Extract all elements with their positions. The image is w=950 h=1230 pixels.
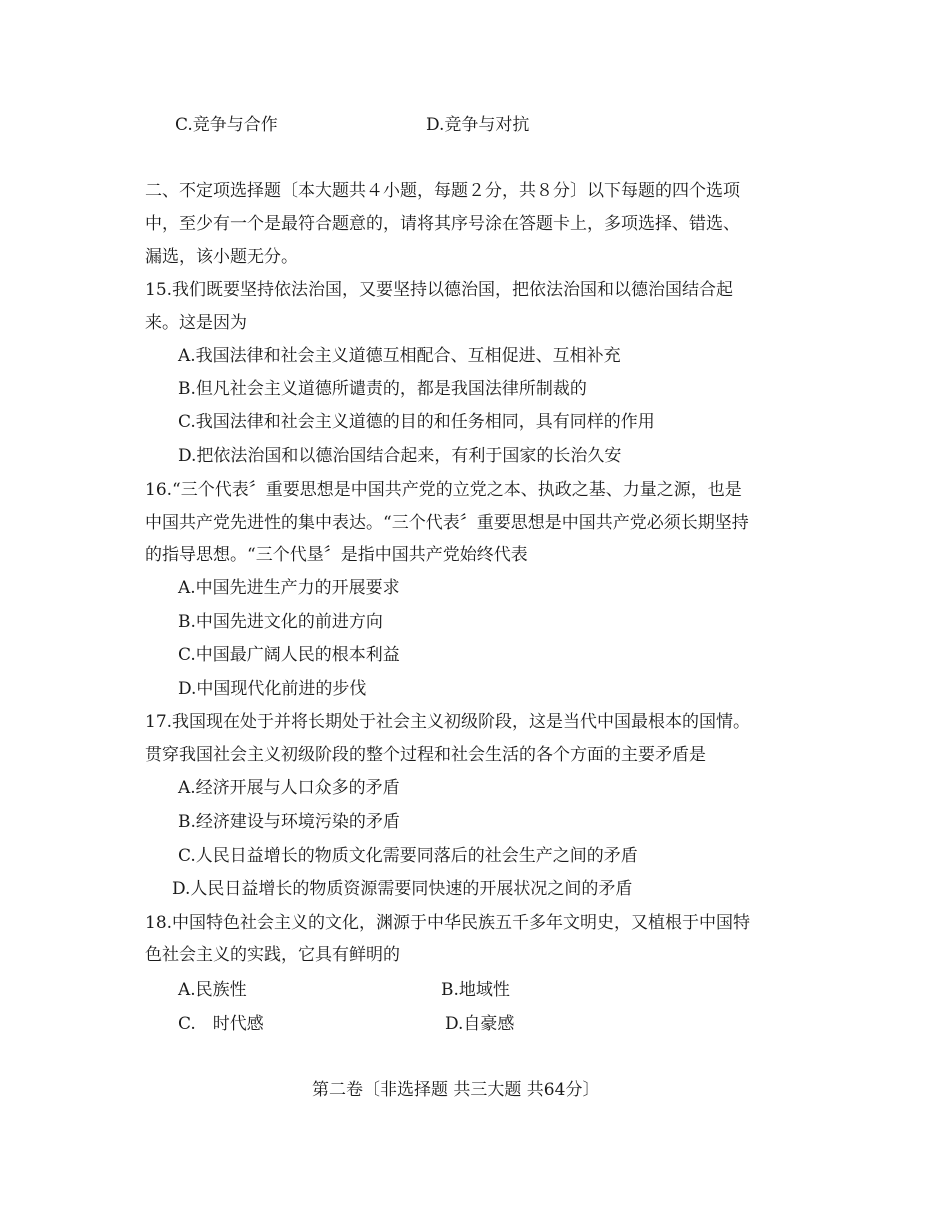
- q16-option-c: C.中国最广阔人民的根本利益: [178, 645, 400, 665]
- section2-heading-line-1: 二、不定项选择题〔本大题共４小题，每题２分，共８分〕以下每题的四个选项: [145, 181, 740, 201]
- q17-stem-line-1: 17.我国现在处于并将长期处于社会主义初级阶段，这是当代中国最根本的国情。: [145, 712, 751, 732]
- q17-stem-line-2: 贯穿我国社会主义初级阶段的整个过程和社会生活的各个方面的主要矛盾是: [145, 745, 706, 765]
- q18-option-c: C. 时代感: [178, 1014, 264, 1034]
- q16-option-b: B.中国先进文化的前进方向: [178, 612, 383, 632]
- section2-heading-line-2: 中，至少有一个是最符合题意的，请将其序号涂在答题卡上，多项选择、错选、: [145, 214, 740, 234]
- q18-stem-line-2: 色社会主义的实践，它具有鲜明的: [145, 945, 400, 965]
- q17-option-a: A.经济开展与人口众多的矛盾: [178, 778, 400, 798]
- q17-option-d: D.人民日益增长的物质资源需要同快速的开展状况之间的矛盾: [172, 879, 633, 899]
- q16-stem-line-3: 的指导思想。“三个代垦〞是指中国共产党始终代表: [145, 545, 528, 565]
- q17-option-b: B.经济建设与环境污染的矛盾: [178, 812, 400, 832]
- q18-stem-line-1: 18.中国特色社会主义的文化，渊源于中华民族五千多年文明史，又植根于中国特: [145, 913, 751, 933]
- q16-stem-line-1: 16.“三个代表〞重要思想是中国共产党的立党之本、执政之基、力量之源，也是: [145, 480, 742, 500]
- q14-option-d: D.竞争与对抗: [426, 115, 530, 135]
- q15-stem-line-1: 15.我们既要坚持依法治国，又要坚持以德治国，把依法治国和以德治国结合起: [145, 280, 734, 300]
- q16-option-d: D.中国现代化前进的步伐: [178, 679, 367, 699]
- q15-option-c: C.我国法律和社会主义道德的目的和任务相同，具有同样的作用: [178, 412, 655, 432]
- q17-option-c: C.人民日益增长的物质文化需要同落后的社会生产之间的矛盾: [178, 846, 638, 866]
- q18-option-a: A.民族性: [178, 980, 247, 1000]
- q18-option-b: B.地域性: [441, 980, 510, 1000]
- q16-option-a: A.中国先进生产力的开展要求: [178, 578, 400, 598]
- q15-stem-line-2: 来。这是因为: [145, 313, 247, 333]
- section2-heading-line-3: 漏选，该小题无分。: [145, 247, 298, 267]
- q15-option-a: A.我国法律和社会主义道德互相配合、互相促进、互相补充: [178, 346, 621, 366]
- q15-option-d: D.把依法治国和以德治国结合起来，有利于国家的长治久安: [178, 446, 622, 466]
- q16-stem-line-2: 中国共产党先进性的集中表达。“三个代表〞重要思想是中国共产党必须长期坚持: [145, 513, 749, 533]
- q14-option-c: C.竞争与合作: [175, 115, 278, 135]
- q18-option-d: D.自豪感: [445, 1014, 515, 1034]
- q15-option-b: B.但凡社会主义道德所谴责的，都是我国法律所制裁的: [178, 379, 587, 399]
- part2-title: 第二卷〔非选择题 共三大题 共64分〕: [312, 1080, 600, 1100]
